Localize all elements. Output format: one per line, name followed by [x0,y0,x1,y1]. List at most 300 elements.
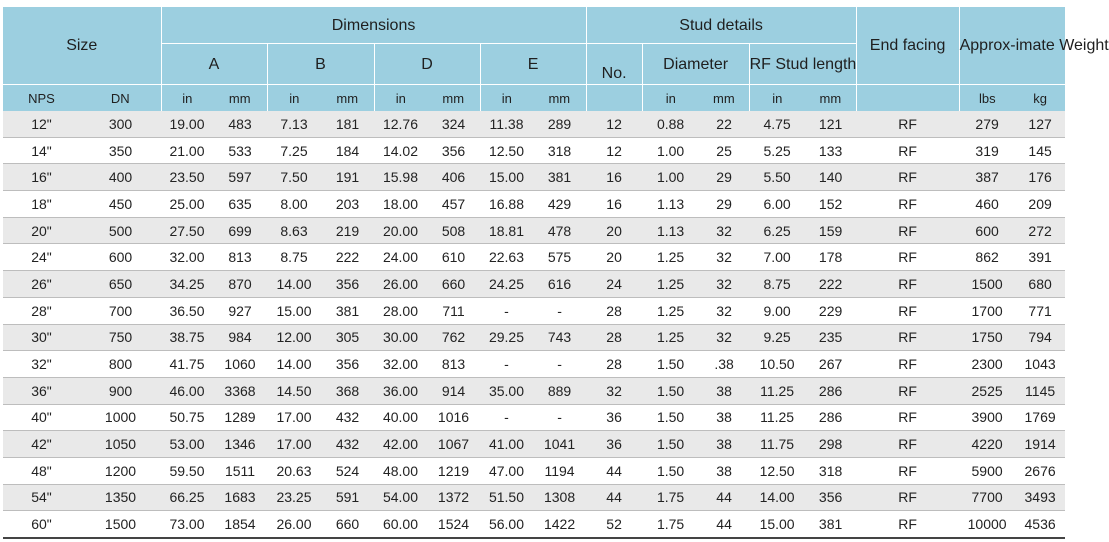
unit-header: mm [213,85,267,112]
table-cell: 1500 [80,511,161,538]
table-cell: 32 [699,297,749,324]
table-cell: 1.50 [642,431,699,458]
table-cell: 3368 [213,377,267,404]
table-cell: 1.00 [642,164,699,191]
table-cell: 152 [805,191,856,218]
table-cell: - [480,351,533,378]
table-cell: 457 [427,191,480,218]
table-header [3,7,1109,111]
table-cell: 1043 [1015,351,1065,378]
table-row [3,511,1065,538]
table-cell: 1219 [427,457,480,484]
table-cell: 32 [699,324,749,351]
table-cell: 19.00 [161,111,213,137]
table-cell: 66.25 [161,484,213,511]
table-cell: 660 [427,271,480,298]
table-cell: 862 [959,244,1015,271]
table-cell: RF [856,457,959,484]
table-row [3,111,1065,137]
table-cell: 54.00 [374,484,427,511]
table-cell: 1372 [427,484,480,511]
table-cell: 54" [3,484,80,511]
table-cell: RF [856,271,959,298]
table-cell: 984 [213,324,267,351]
table-cell: 22.63 [480,244,533,271]
table-cell: 44 [699,511,749,538]
table-cell: 222 [321,244,374,271]
table-cell: 1067 [427,431,480,458]
table-cell: 32 [699,244,749,271]
table-cell: RF [856,137,959,164]
table-cell: 6.25 [749,217,805,244]
table-cell: 1308 [533,484,586,511]
table-cell: 42.00 [374,431,427,458]
table-cell: 10.50 [749,351,805,378]
table-cell: 140 [805,164,856,191]
table-cell: 209 [1015,191,1065,218]
table-cell: 272 [1015,217,1065,244]
table-cell: 400 [80,164,161,191]
table-cell: 406 [427,164,480,191]
table-cell: 235 [805,324,856,351]
table-cell: 15.00 [480,164,533,191]
table-row [3,191,1065,218]
table-cell: 21.00 [161,137,213,164]
table-cell: 9.00 [749,297,805,324]
table-cell: - [480,297,533,324]
table-cell: 1511 [213,457,267,484]
table-cell: 47.00 [480,457,533,484]
unit-header-empty [856,85,959,112]
table-cell: 914 [427,377,480,404]
table-cell: 34.25 [161,271,213,298]
table-cell: 17.00 [267,431,321,458]
table-cell: 44 [586,484,642,511]
table-row [3,244,1065,271]
table-cell: 29 [699,191,749,218]
table-cell: 36 [586,431,642,458]
table-cell: 18" [3,191,80,218]
table-cell: 7.25 [267,137,321,164]
table-cell: 711 [427,297,480,324]
table-cell: 1524 [427,511,480,538]
table-cell: 60.00 [374,511,427,538]
table-cell: 450 [80,191,161,218]
table-cell: 743 [533,324,586,351]
table-cell: 8.00 [267,191,321,218]
table-cell: - [480,404,533,431]
table-row [3,164,1065,191]
table-cell: 575 [533,244,586,271]
header-size: Size [3,7,161,85]
table-cell: 600 [80,244,161,271]
table-cell: 38.75 [161,324,213,351]
table-cell: 0.88 [642,111,699,137]
table-cell: 60" [3,511,80,538]
table-cell: 15.00 [267,297,321,324]
table-cell: 3493 [1015,484,1065,511]
table-cell: 1750 [959,324,1015,351]
table-cell: 1000 [80,404,161,431]
table-cell: 18.81 [480,217,533,244]
unit-header: DN [80,85,161,112]
table-cell: 24 [586,271,642,298]
table-cell: 324 [427,111,480,137]
table-cell: 28 [586,351,642,378]
unit-header: mm [533,85,586,112]
table-cell: 387 [959,164,1015,191]
table-cell: 8.75 [749,271,805,298]
table-cell: RF [856,324,959,351]
table-cell: 29.25 [480,324,533,351]
table-cell: 41.00 [480,431,533,458]
table-cell: 794 [1015,324,1065,351]
table-cell: 5900 [959,457,1015,484]
table-cell: 17.00 [267,404,321,431]
table-cell: 7.13 [267,111,321,137]
table-cell: 356 [321,271,374,298]
table-cell: 1.50 [642,457,699,484]
table-cell: 30.00 [374,324,427,351]
table-cell: 318 [805,457,856,484]
table-cell: 381 [533,164,586,191]
table-cell: 1.13 [642,217,699,244]
unit-header: NPS [3,85,80,112]
table-cell: 28 [586,297,642,324]
table-cell: 30" [3,324,80,351]
table-cell: 14" [3,137,80,164]
table-cell: 483 [213,111,267,137]
table-cell: 1350 [80,484,161,511]
table-cell: 286 [805,404,856,431]
table-cell: 597 [213,164,267,191]
table-cell: 36.50 [161,297,213,324]
table-cell: 680 [1015,271,1065,298]
table-cell: 305 [321,324,374,351]
table-cell: 1289 [213,404,267,431]
unit-header-empty [586,85,642,112]
table-cell: 36" [3,377,80,404]
table-cell: 286 [805,377,856,404]
table-cell: 635 [213,191,267,218]
table-cell: 41.75 [161,351,213,378]
table-cell: RF [856,191,959,218]
table-cell: 460 [959,191,1015,218]
header-dim-d: D [374,44,480,85]
table-cell: 318 [533,137,586,164]
table-cell: 59.50 [161,457,213,484]
table-cell: 26" [3,271,80,298]
table-cell: 42" [3,431,80,458]
table-cell: 20" [3,217,80,244]
header-dim-b: B [267,44,374,85]
table-cell: 600 [959,217,1015,244]
table-row [3,484,1065,511]
table-cell: 176 [1015,164,1065,191]
table-cell: 11.25 [749,404,805,431]
table-body [3,111,1065,538]
table-cell: 36.00 [374,377,427,404]
header-weight: Approx-imate Weight [959,7,1065,85]
table-cell: 800 [80,351,161,378]
table-cell: 11.75 [749,431,805,458]
table-cell: 356 [321,351,374,378]
unit-header: in [480,85,533,112]
unit-header: in [749,85,805,112]
table-cell: 38 [699,457,749,484]
header-end-facing: End facing [856,7,959,85]
table-cell: 16 [586,164,642,191]
table-cell: 52 [586,511,642,538]
table-cell: 184 [321,137,374,164]
table-cell: 1700 [959,297,1015,324]
table-row [3,271,1065,298]
unit-header: in [267,85,321,112]
table-cell: 660 [321,511,374,538]
table-cell: 650 [80,271,161,298]
table-cell: RF [856,404,959,431]
table-cell: RF [856,351,959,378]
table-cell: 1346 [213,431,267,458]
table-cell: 219 [321,217,374,244]
table-cell: 222 [805,271,856,298]
table-cell: 500 [80,217,161,244]
table-cell: 889 [533,377,586,404]
unit-header: mm [805,85,856,112]
table-cell: 4536 [1015,511,1065,538]
table-cell: 813 [213,244,267,271]
table-cell: 48.00 [374,457,427,484]
table-cell: 32" [3,351,80,378]
table-cell: 508 [427,217,480,244]
table-cell: 771 [1015,297,1065,324]
table-cell: .38 [699,351,749,378]
unit-header: mm [699,85,749,112]
table-cell: RF [856,217,959,244]
table-cell: 32 [699,217,749,244]
table-cell: RF [856,297,959,324]
table-row [3,377,1065,404]
table-cell: 12.76 [374,111,427,137]
table-cell: 11.38 [480,111,533,137]
table-cell: 1200 [80,457,161,484]
table-cell: 38 [699,431,749,458]
table-cell: 289 [533,111,586,137]
table-cell: 159 [805,217,856,244]
table-row [3,297,1065,324]
units-row [3,85,1065,112]
unit-header: in [374,85,427,112]
table-cell: 356 [427,137,480,164]
unit-header: kg [1015,85,1065,112]
header-stud-diameter: Diameter [642,44,749,85]
table-cell: 23.25 [267,484,321,511]
table-cell: 1.00 [642,137,699,164]
table-cell: 1500 [959,271,1015,298]
table-cell: 1683 [213,484,267,511]
table-cell: - [533,404,586,431]
header-stud-details: Stud details [586,7,856,44]
table-cell: 26.00 [267,511,321,538]
table-cell: 20.63 [267,457,321,484]
table-cell: 40.00 [374,404,427,431]
table-cell: 14.02 [374,137,427,164]
table-cell: 15.98 [374,164,427,191]
table-cell: - [533,351,586,378]
table-cell: 16" [3,164,80,191]
table-cell: 26.00 [374,271,427,298]
table-cell: RF [856,484,959,511]
table-cell: 300 [80,111,161,137]
table-cell: 191 [321,164,374,191]
header-dim-e: E [480,44,586,85]
table-cell: 1.25 [642,324,699,351]
table-cell: 381 [321,297,374,324]
table-cell: 27.50 [161,217,213,244]
table-cell: 5.25 [749,137,805,164]
table-cell: RF [856,377,959,404]
table-cell: 870 [213,271,267,298]
table-cell: 53.00 [161,431,213,458]
table-row [3,137,1065,164]
table-cell: 145 [1015,137,1065,164]
header-dimensions: Dimensions [161,7,586,44]
table-cell: RF [856,164,959,191]
table-cell: 4220 [959,431,1015,458]
table-cell: 12.00 [267,324,321,351]
table-row [3,431,1065,458]
table-cell: 11.25 [749,377,805,404]
table-cell: 2676 [1015,457,1065,484]
table-cell: 9.25 [749,324,805,351]
table-cell: 46.00 [161,377,213,404]
table-cell: 38 [699,377,749,404]
table-cell: 24.00 [374,244,427,271]
table-cell: 4.75 [749,111,805,137]
table-cell: 1.75 [642,484,699,511]
table-cell: 56.00 [480,511,533,538]
table-cell: 478 [533,217,586,244]
table-cell: 1.25 [642,244,699,271]
table-cell: 14.00 [267,351,321,378]
table-cell: 127 [1015,111,1065,137]
table-cell: 1422 [533,511,586,538]
table-cell: 16.88 [480,191,533,218]
table-cell: 279 [959,111,1015,137]
table-row [3,457,1065,484]
table-cell: 1050 [80,431,161,458]
table-cell: 1.25 [642,271,699,298]
table-cell: 927 [213,297,267,324]
table-cell: RF [856,431,959,458]
table-cell: 20 [586,244,642,271]
table-cell: 7700 [959,484,1015,511]
table-cell: 813 [427,351,480,378]
table-cell: 1041 [533,431,586,458]
table-cell: 700 [80,297,161,324]
table-cell: 15.00 [749,511,805,538]
table-cell: 12.50 [749,457,805,484]
table-cell: 267 [805,351,856,378]
table-cell: 25 [699,137,749,164]
table-cell: 181 [321,111,374,137]
table-cell: 1060 [213,351,267,378]
table-cell: 1854 [213,511,267,538]
table-cell: - [533,297,586,324]
table-cell: 32 [699,271,749,298]
table-cell: 24" [3,244,80,271]
table-cell: 44 [699,484,749,511]
table-cell: 10000 [959,511,1015,538]
table-cell: 229 [805,297,856,324]
table-cell: 762 [427,324,480,351]
table-cell: 32.00 [161,244,213,271]
table-cell: 133 [805,137,856,164]
table-cell: 5.50 [749,164,805,191]
table-cell: 533 [213,137,267,164]
table-cell: 14.50 [267,377,321,404]
table-cell: 524 [321,457,374,484]
table-cell: 28.00 [374,297,427,324]
table-cell: 7.00 [749,244,805,271]
table-cell: 1.50 [642,351,699,378]
table-cell: 2525 [959,377,1015,404]
table-cell: 1.25 [642,297,699,324]
table-cell: 14.00 [267,271,321,298]
table-cell: 699 [213,217,267,244]
table-cell: 38 [699,404,749,431]
table-cell: 20 [586,217,642,244]
table-cell: 391 [1015,244,1065,271]
header-rf-stud-length: RF Stud length [749,44,856,85]
table-cell: 429 [533,191,586,218]
table-cell: 8.63 [267,217,321,244]
table-cell: 2300 [959,351,1015,378]
unit-header: in [642,85,699,112]
table-row [3,351,1065,378]
unit-header: in [161,85,213,112]
table-cell: 18.00 [374,191,427,218]
header-dim-a: A [161,44,267,85]
table-cell: 40" [3,404,80,431]
table-cell: 12 [586,137,642,164]
unit-header: mm [427,85,480,112]
table-cell: 24.25 [480,271,533,298]
table-cell: 25.00 [161,191,213,218]
table-cell: 22 [699,111,749,137]
table-cell: 350 [80,137,161,164]
table-cell: 1.75 [642,511,699,538]
table-cell: 178 [805,244,856,271]
table-cell: 203 [321,191,374,218]
table-row [3,324,1065,351]
table-cell: 29 [699,164,749,191]
table-cell: 900 [80,377,161,404]
table-cell: 36 [586,404,642,431]
table-cell: 432 [321,404,374,431]
table-cell: 48" [3,457,80,484]
table-cell: 16 [586,191,642,218]
table-cell: 121 [805,111,856,137]
table-cell: 50.75 [161,404,213,431]
table-cell: 6.00 [749,191,805,218]
table-cell: 14.00 [749,484,805,511]
table-row [3,217,1065,244]
header-stud-no: No. [586,44,642,85]
table-cell: 3900 [959,404,1015,431]
table-cell: 1.50 [642,377,699,404]
table-cell: 432 [321,431,374,458]
